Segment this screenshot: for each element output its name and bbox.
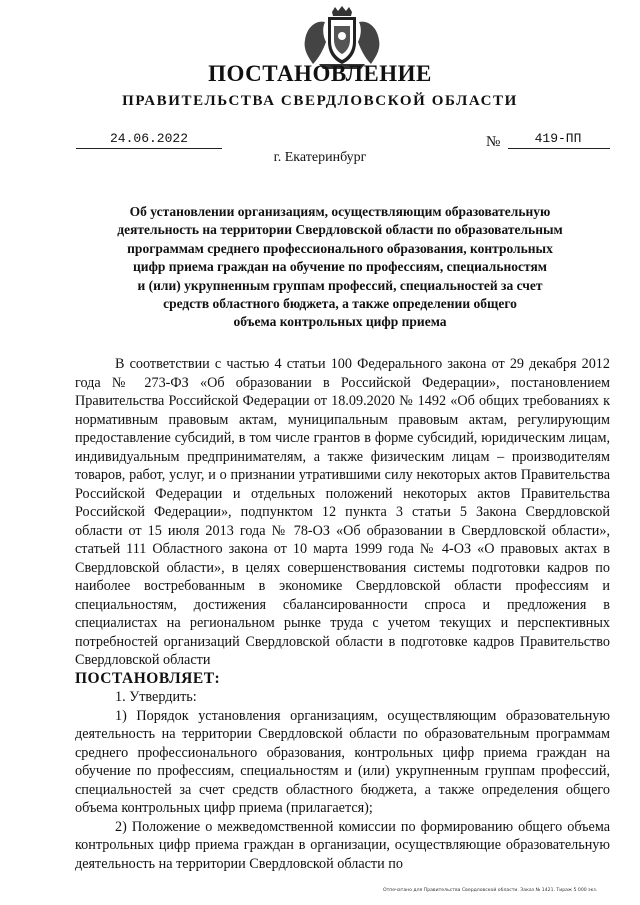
subject-line: объема контрольных цифр приема [233, 314, 447, 330]
city-label: г. Екатеринбург [273, 150, 367, 165]
subject-line: программам среднего профессионального образования, контрольных [127, 240, 553, 256]
subject-line: Об установлении организациям, осуществляющим образовательную [129, 204, 551, 219]
issuer-title: ПРАВИТЕЛЬСТВА СВЕРДЛОВСКОЙ ОБЛАСТИ [122, 93, 518, 109]
document-subject [90, 203, 590, 332]
document-date: 24.06.2022 [109, 131, 188, 146]
document-number: 419-ПП [534, 131, 582, 146]
number-underline [508, 148, 610, 149]
subject-line: средств областного бюджета, а также определении общего [163, 296, 517, 312]
number-sign: № [486, 134, 501, 150]
document-body [75, 355, 610, 873]
item-paragraph: 2) Положение о межведомственной комиссии по формированию общего объема контрольных цифр приема граждан в организации, осуществляющие образовательную деятельность на территории Свердловской области по [75, 818, 610, 872]
preamble-paragraph: В соответствии с частью 4 статьи 100 Федерального закона от 29 декабря 2012 года № 273-ФЗ «Об образовании в Российской Федерации», постановлением Правительства Российской Федерации от 18.09.2020 № 1492 «Об общих требованиях к нормативным правовым актам, муниципальным правовым актам, регулирующим предоставление субсидий, в том числе грантов в форме субсидий, юридическим лицам, индивидуальным предпринимателям, а также физическим лицам – производителям товаров, работ, услуг, и о признании утратившими силу некоторых актов Правительства Российской Федерации и отдельных положений некоторых актов Правительства Российской Федерации», подпунктом 12 пункта 3 статьи 5 Закона Свердловской области от 15 июля 2013 года № 78-ОЗ «Об образовании в Свердловской области», статьей 111 Областного закона от 10 марта 1999 года № 4-ОЗ «О правовых актах в Свердловской области», в целях совершенствования системы подготовки кадров по наиболее востребованным в экономике Свердловской области профессиям и специальностям, достижения сбалансированности спроса и предложения в специалистах на региональном рынке труда с учетом текущих и перспективных потребностей организаций Свердловской области в подготовке кадров Правительство Свердловской области [75, 356, 610, 668]
item-paragraph: 1) Порядок установления организациям, осуществляющим образовательную деятельность на территории Свердловской области по образовательным программам среднего профессионального образования, контрольных цифр приема граждан на обучение по профессиям, специальностям и (или) укрупненным группам профессий, специальностей за счет средств областного бюджета, а также определения общего объема контрольных цифр приема (прилагается); [75, 707, 610, 816]
subject-line: деятельность на территории Свердловской области по образовательным [117, 222, 563, 238]
decree-heading: ПОСТАНОВЛЯЕТ: [75, 669, 221, 687]
subject-line: цифр приема граждан на обучение по профессиям, специальностям [133, 259, 547, 275]
date-underline [76, 148, 222, 149]
print-note: Отпечатано для Правительства Свердловской области. Заказ № 1421. Тираж 5 000 экз. [383, 888, 598, 893]
item-paragraph: 1. Утвердить: [115, 689, 197, 705]
subject-line: и (или) укрупненным группам профессий, специальностей за счет [137, 277, 543, 293]
document-type-title: ПОСТАНОВЛЕНИЕ [208, 61, 432, 86]
